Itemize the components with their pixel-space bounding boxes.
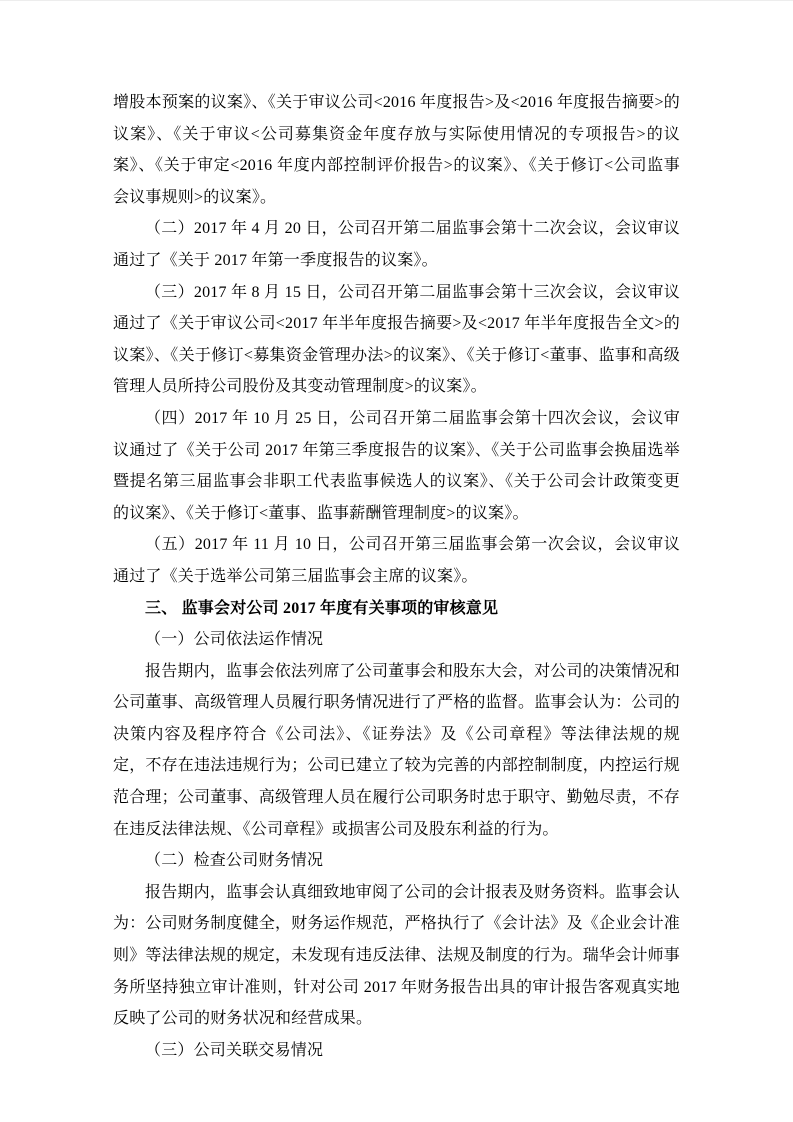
document-content xyxy=(113,87,680,1066)
paragraph: （五）2017 年 11 月 10 日，公司召开第三届监事会第一次会议，会议审议通过了《关于选举公司第三届监事会主席的议案》。 xyxy=(113,536,680,585)
paragraph: （一）公司依法运作情况 xyxy=(145,631,324,649)
paragraph: （四）2017 年 10 月 25 日，公司召开第二届监事会第十四次会议，会议审议通过了《关于公司 2017 年第三季度报告的议案》、《关于公司监事会换届选举暨提名第三届监事会非职工代表监事候选人的议案》、《关于公司会计政策变更的议案》、《关于修订<董事、监事薪酬管理制度>的议案》。 xyxy=(113,409,680,522)
paragraph: （三）2017 年 8 月 15 日，公司召开第二届监事会第十三次会议，会议审议通过了《关于审议公司<2017 年半年度报告摘要>及<2017 年半年度报告全文>的议案》、《关于修订<募集资金管理办法>的议案》、《关于修订<董事、监事和高级管理人员所持公司股份及其变动管理制度>的议案》。 xyxy=(113,283,680,396)
paragraph: （二）2017 年 4 月 20 日，公司召开第二届监事会第十二次会议，会议审议通过了《关于 2017 年第一季度报告的议案》。 xyxy=(113,220,680,269)
paragraph: 增股本预案的议案》、《关于审议公司<2016 年度报告>及<2016 年度报告摘要>的议案》、《关于审议<公司募集资金年度存放与实际使用情况的专项报告>的议案》、《关于审定<2016 年度内部控制评价报告>的议案》、《关于修订<公司监事会议事规则>的议案》。 xyxy=(113,94,680,206)
paragraph: （三）公司关联交易情况 xyxy=(145,1041,324,1059)
section-heading: 三、 监事会对公司 2017 年度有关事项的审核意见 xyxy=(145,599,499,617)
paragraph: 报告期内，监事会认真细致地审阅了公司的会计报表及财务资料。监事会认为：公司财务制度健全，财务运作规范，严格执行了《会计法》及《企业会计准则》等法律法规的规定，未发现有违反法律、法规及制度的行为。瑞华会计师事务所坚持独立审计准则，针对公司 2017 年财务报告出具的审计报告客观真实地反映了公司的财务状况和经营成果。 xyxy=(113,883,681,1028)
paragraph: （二）检查公司财务情况 xyxy=(145,852,324,870)
paragraph: 报告期内，监事会依法列席了公司董事会和股东大会，对公司的决策情况和公司董事、高级管理人员履行职务情况进行了严格的监督。监事会认为：公司的决策内容及程序符合《公司法》、《证券法》及《公司章程》等法律法规的规定，不存在违法违规行为；公司已建立了较为完善的内部控制制度，内控运行规范合理；公司董事、高级管理人员在履行公司职务时忠于职守、勤勉尽责，不存在违反法律法规、《公司章程》或损害公司及股东利益的行为。 xyxy=(113,662,681,838)
